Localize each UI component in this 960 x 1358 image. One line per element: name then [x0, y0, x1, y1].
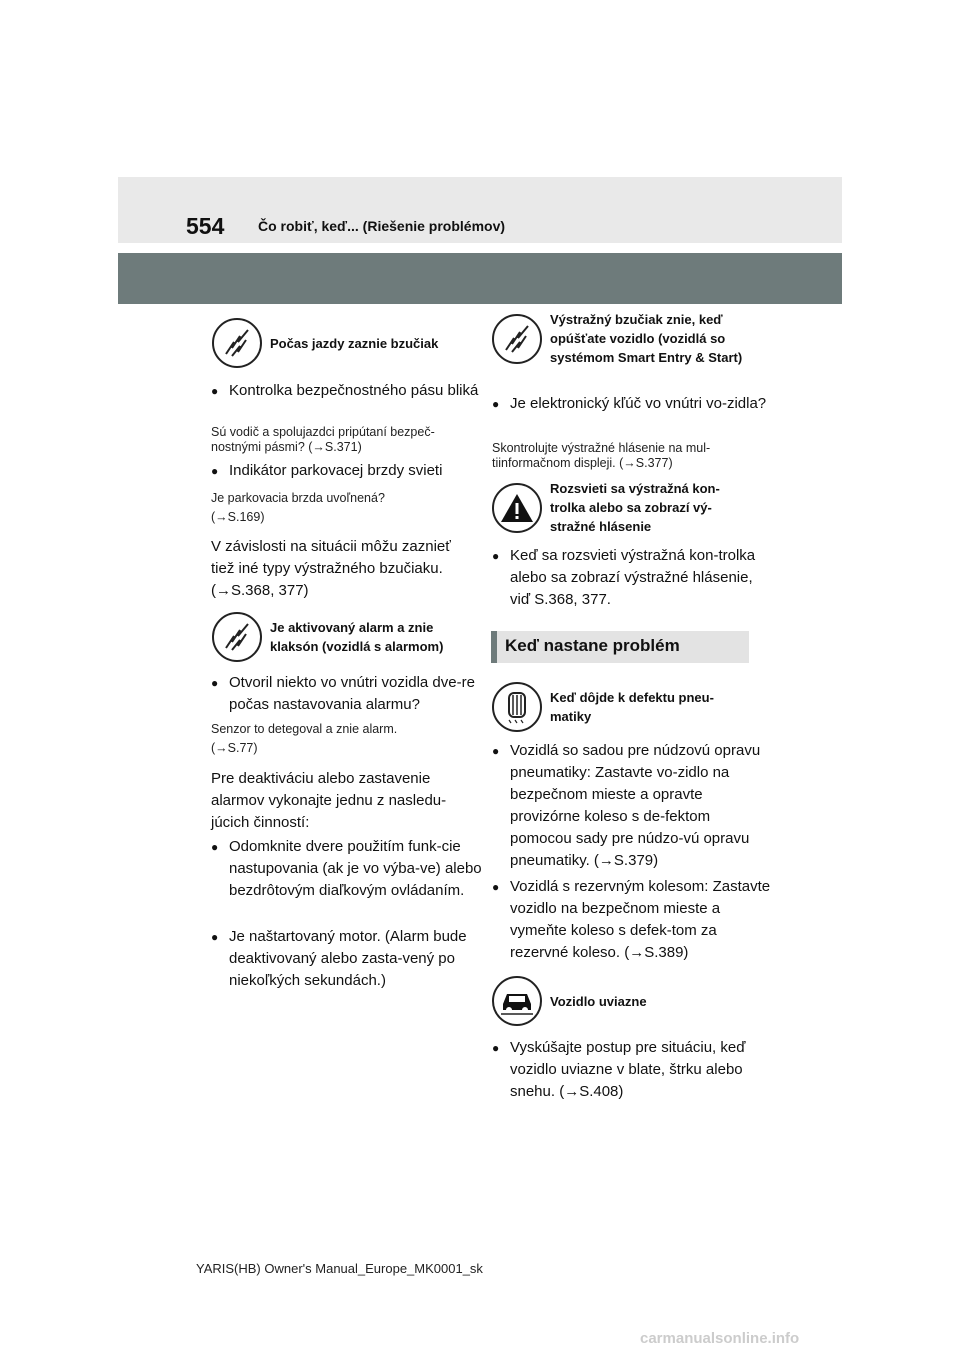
warning-light-label: Rozsvieti sa výstražná kon-trolka alebo sa zobrazí vý-stražné hlásenie [550, 481, 720, 534]
watermark: carmanualsonline.info [640, 1330, 800, 1347]
check-display-note: Skontrolujte výstražné hlásenie na mul-tiinformačnom displeji. (→S.377) [492, 441, 711, 470]
parking-brake-bullet: ● Indikátor parkovacej brzdy svieti [211, 460, 491, 482]
engine-started-bullet: ● Je naštartovaný motor. (Alarm bude deaktivovaný alebo zasta-vený po niekoľkých sekundách.) [211, 926, 491, 992]
seatbelt-note: Sú vodič a spolujazdci pripútaní bezpeč-nostnými pásmi? (→S.371) [211, 425, 435, 454]
chapter-title: Čo robiť, keď... (Riešenie problémov) [258, 218, 506, 234]
deactivate-paragraph: Pre deaktiváciu alebo zastavenie alarmov vykonajte jednu z nasledu-júcich činností: [211, 770, 447, 831]
vehicle-stuck-label: Vozidlo uviazne [550, 993, 647, 1009]
smart-entry-buzzer-label: Výstražný bzučiak znie, keď opúšťate vozidlo (vozidlá so systémom Smart Entry & Start) [550, 312, 743, 365]
footer-manual-id: YARIS(HB) Owner's Manual_Europe_MK0001_sk [196, 1261, 483, 1276]
stuck-procedure-bullet: ● Vyskúšajte postup pre situáciu, keď vozidlo uviazne v blate, štrku alebo snehu. (→S.408) [492, 1037, 772, 1103]
problem-section-heading: Keď nastane problém [491, 631, 749, 663]
flat-tire-row [492, 682, 750, 732]
key-inside-bullet: ● Je elektronický kľúč vo vnútri vo-zidla? [492, 393, 768, 415]
buzzer-while-driving-row [212, 318, 470, 368]
seatbelt-light-bullet: ● Kontrolka bezpečnostného pásu bliká [211, 380, 491, 402]
buzzer-while-driving-label: Počas jazdy zaznie bzučiak [270, 335, 439, 351]
buzzer-icon [212, 318, 262, 368]
alarm-label: Je aktivovaný alarm a znie klaksón (vozidlá s alarmom) [270, 620, 444, 654]
unlock-doors-bullet: ● Odomknite dvere použitím funk-cie nastupovania (ak je vo výba-ve) alebo bezdrôtovým diaľkovým ovládaním. [211, 836, 491, 902]
stuck-car-icon [492, 976, 542, 1026]
buzzer-icon [492, 314, 542, 364]
smart-entry-buzzer-row [492, 310, 750, 367]
flat-tire-label: Keď dôjde k defektu pneu-matiky [550, 690, 714, 724]
alarm-buzzer-icon [212, 612, 262, 662]
sensor-note: Senzor to detegoval a znie alarm. (→S.77) [211, 722, 398, 755]
warning-triangle-icon [492, 483, 542, 533]
door-opened-bullet: ● Otvoril niekto vo vnútri vozidla dve-re počas nastavovania alarmu? [211, 672, 491, 716]
warning-light-row [492, 479, 750, 536]
vehicle-stuck-row [492, 976, 750, 1026]
repair-kit-bullet: ● Vozidlá so sadou pre núdzovú opravu pneumatiky: Zastavte vo-zidlo na bezpečnom mieste a opravte provizórne koleso s de-fektom pomocou sady pre núdzo-vú opravu pneumatiky. (→S.379) [492, 740, 772, 872]
warning-light-bullet: ● Keď sa rozsvieti výstražná kon-trolka alebo sa zobrazí výstražné hlásenie, viď S.368, 377. [492, 545, 768, 611]
page-number: 554 [186, 213, 225, 239]
alarm-row [212, 612, 470, 662]
other-buzzers-paragraph: V závislosti na situácii môžu zaznieť tiež iné typy výstražného bzučiaku. (→S.368, 377) [211, 538, 451, 599]
header-dark-band [118, 253, 842, 304]
tire-icon [492, 682, 542, 732]
spare-wheel-bullet: ● Vozidlá s rezervným kolesom: Zastavte vozidlo na bezpečnom mieste a vymeňte koleso s defek-tom za rezervné koleso. (→S.389) [492, 876, 772, 964]
parking-brake-note: Je parkovacia brzda uvoľnená? (→S.169) [211, 491, 385, 524]
